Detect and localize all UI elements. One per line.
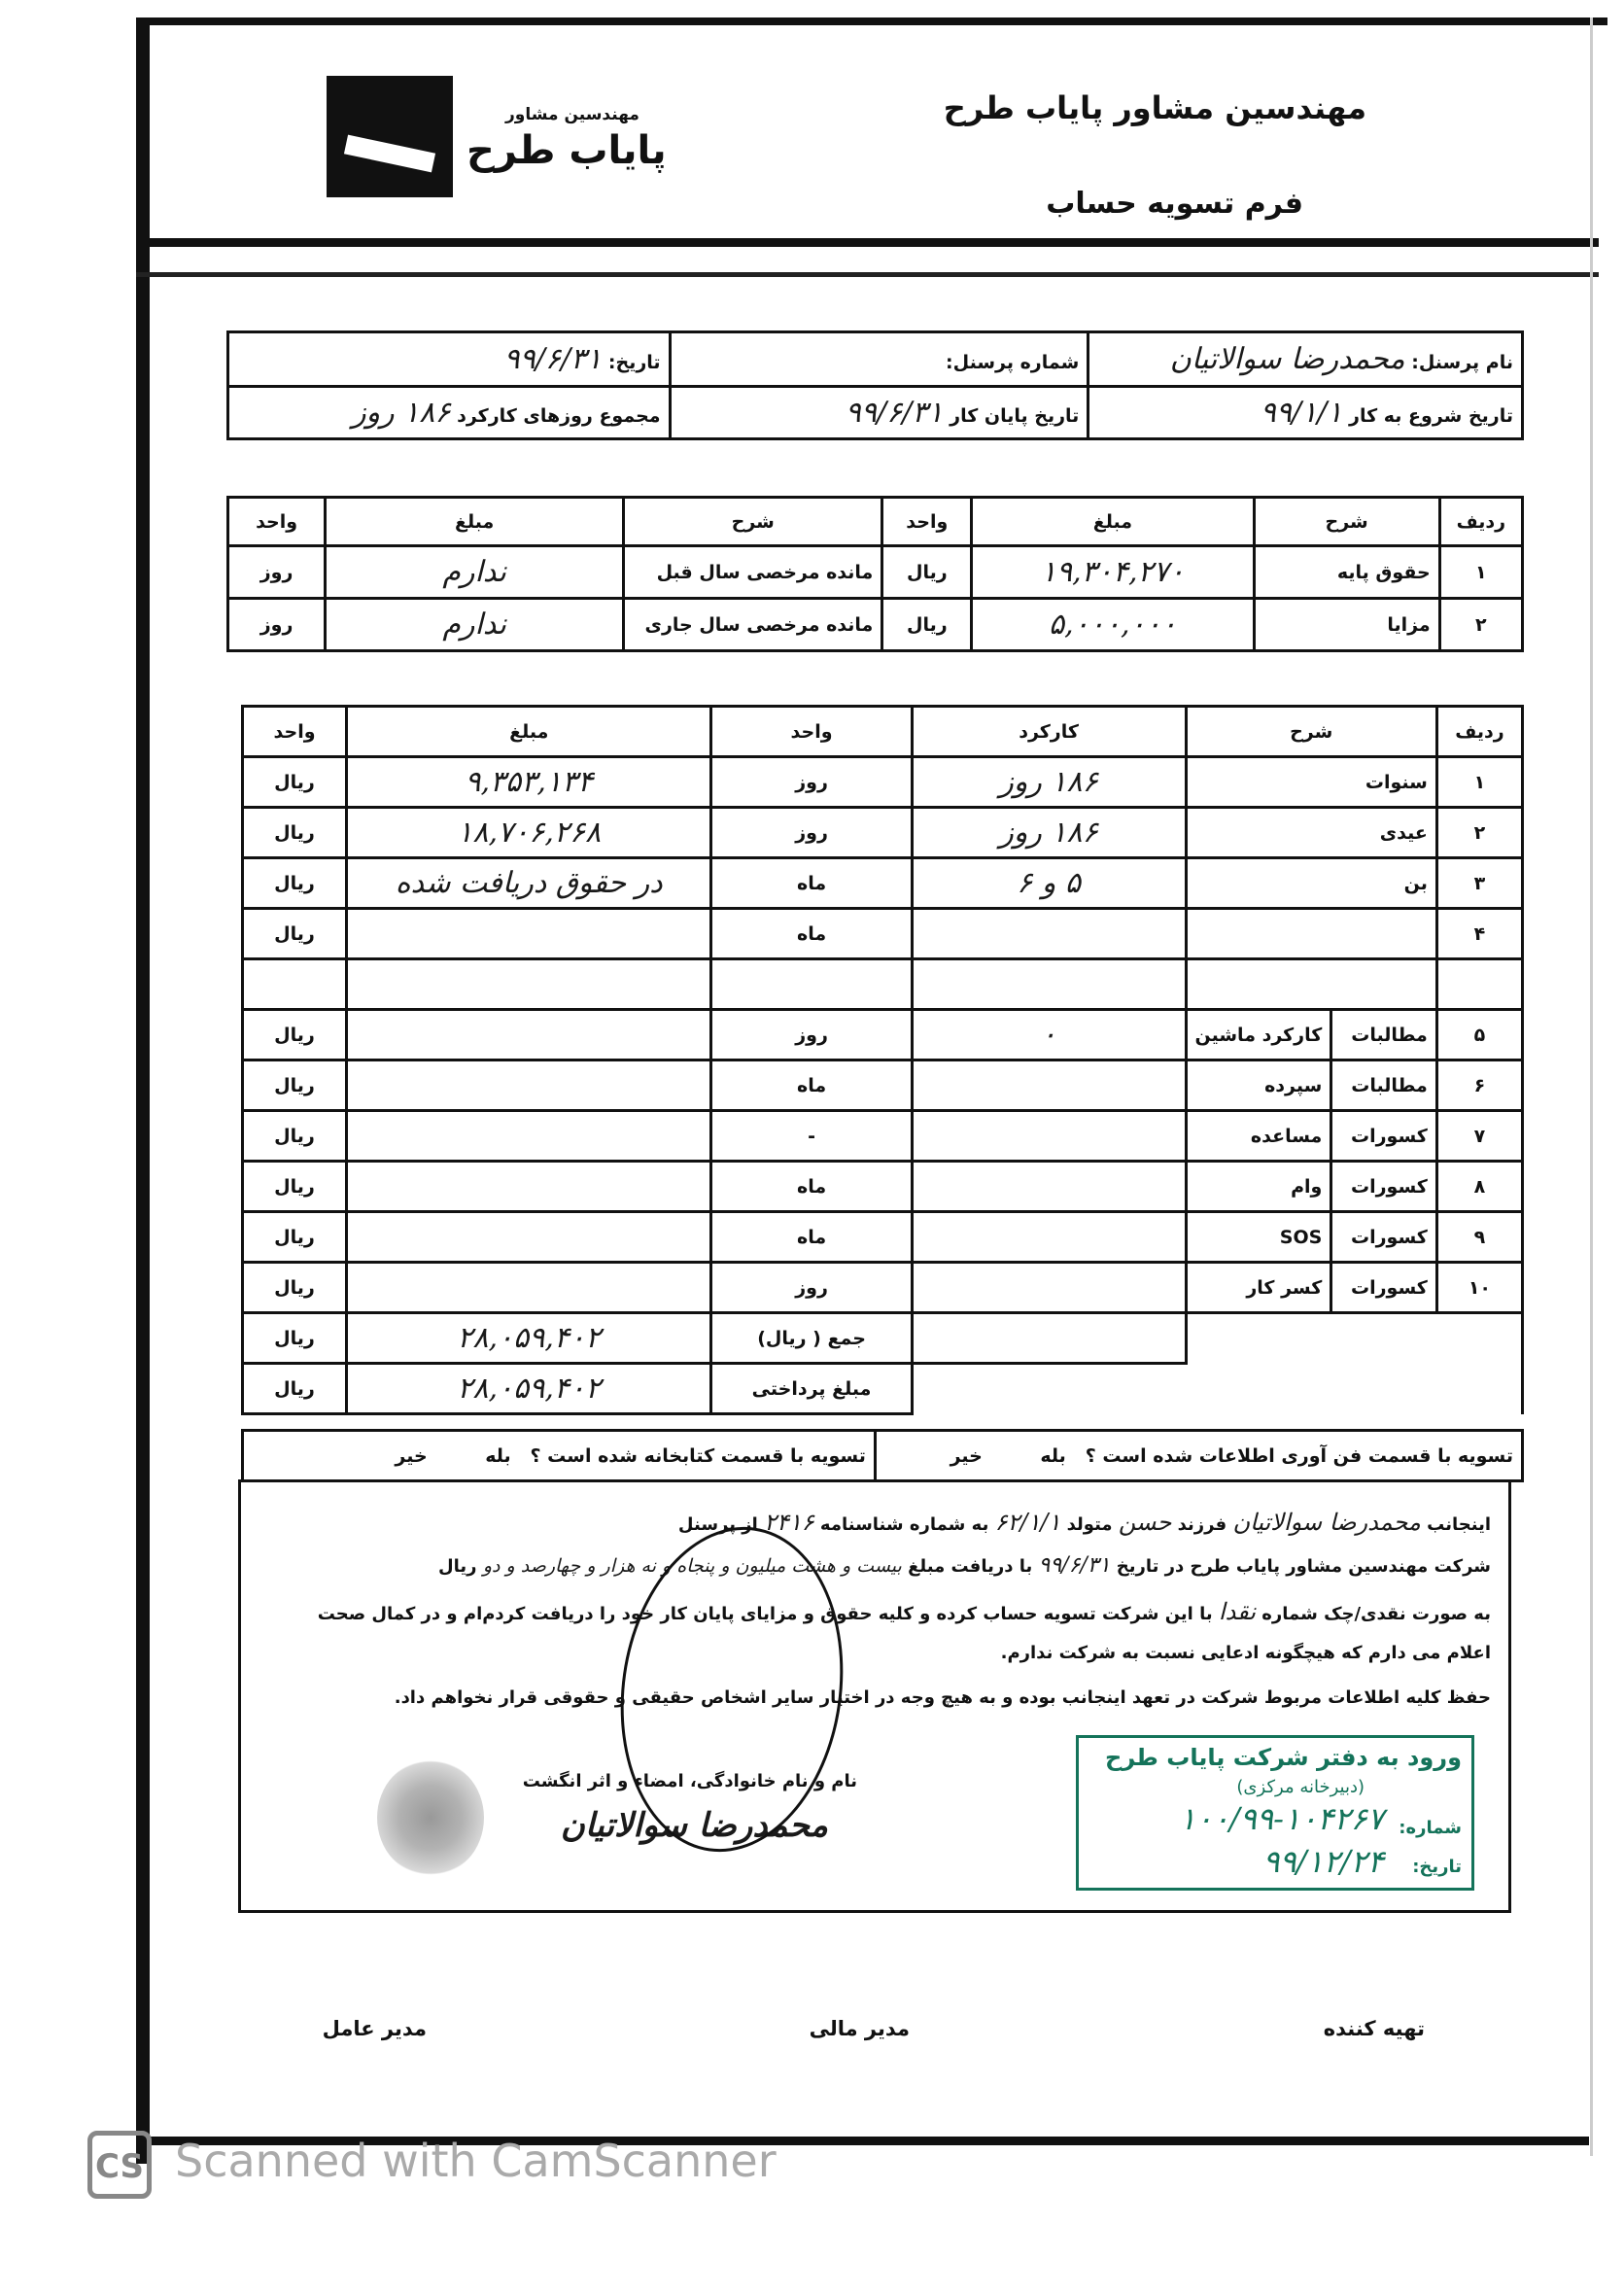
main-row-amount — [347, 1010, 711, 1060]
ceo-label: مدیر عامل — [322, 2017, 427, 2040]
main-row-subdesc: وام — [1186, 1162, 1331, 1212]
signature-value: محمدرضا سوالاتیان — [560, 1806, 828, 1845]
main-row-desc: مطالبات — [1331, 1060, 1437, 1111]
main-row-number: ۶ — [1436, 1060, 1522, 1111]
decl-text: فرزند — [1177, 1514, 1227, 1535]
stamp-number-value: ۱۰۰/۹۹-۱۰۴۲۶۷ — [1179, 1800, 1384, 1837]
decl-name: محمدرضا سوالاتیان — [1232, 1509, 1421, 1536]
stamp-title: ورود به دفتر شرکت پایاب طرح — [1105, 1744, 1462, 1771]
it-question: تسویه با قسمت فن آوری اطلاعات شده است ؟ — [1085, 1444, 1513, 1467]
main-row-subdesc: مساعده — [1186, 1111, 1331, 1162]
main-row-amount — [347, 1263, 711, 1313]
main-row-number: ۸ — [1436, 1162, 1522, 1212]
main-row-desc: عیدی — [1186, 808, 1436, 858]
salary-row-unit2: روز — [228, 546, 326, 599]
table-row — [243, 1162, 1523, 1212]
salary-row-desc2: مانده مرخصی سال جاری — [624, 599, 882, 651]
table-row — [243, 808, 1523, 858]
table-row — [228, 546, 1523, 599]
stamp-subtitle: (دبیرخانه مرکزی) — [1236, 1777, 1365, 1797]
main-row-unit: روز — [711, 1263, 912, 1313]
main-row-unit2: ریال — [243, 858, 347, 909]
decl-birth: ۶۲/۱/۱ — [994, 1509, 1061, 1536]
table-row — [243, 909, 1523, 959]
salary-row-amount2: ندارم — [326, 599, 624, 651]
main-row-subdesc: سپرده — [1186, 1060, 1331, 1111]
main-row-amount — [347, 1212, 711, 1263]
date-label: تاریخ: — [607, 352, 661, 373]
start-date-label: تاریخ شروع به کار — [1349, 405, 1513, 427]
declaration-line-5: حفظ کلیه اطلاعات مربوط شرکت در تعهد اینجانب بوده و به هیچ وجه در اختیار سایر اشخاص حقیقی و حقوقی قرار نخواهم داد. — [394, 1687, 1491, 1708]
main-row-amount — [347, 1111, 711, 1162]
table-row — [243, 1060, 1523, 1111]
main-row-work — [912, 959, 1186, 1010]
main-row-unit: ماه — [711, 1060, 912, 1111]
decl-text: به صورت نقدی/چک شماره — [1261, 1604, 1491, 1624]
main-header-unit2: واحد — [243, 707, 347, 757]
decl-text: از پرسنل — [677, 1514, 758, 1535]
decl-id: ۲۴۱۶ — [764, 1509, 814, 1536]
salary-row-desc: مزایا — [1254, 599, 1439, 651]
salary-row-amount: ۱۹,۳۰۴,۲۷۰ — [972, 546, 1254, 599]
camscanner-logo: CS — [87, 2131, 152, 2199]
finance-manager-label: مدیر مالی — [809, 2017, 910, 2040]
main-row-number: ۱۰ — [1436, 1263, 1522, 1313]
main-row-unit2: ریال — [243, 1162, 347, 1212]
main-row-subdesc: کسر کار — [1186, 1263, 1331, 1313]
decl-amount: بیست و هشت میلیون و پنجاه و نه هزار و چهارصد و دو — [482, 1555, 902, 1577]
main-row-unit: روز — [711, 757, 912, 808]
decl-text: اینجانب — [1427, 1514, 1491, 1535]
main-row-unit2: ریال — [243, 1212, 347, 1263]
main-row-desc — [1186, 959, 1436, 1010]
main-row-desc: سنوات — [1186, 757, 1436, 808]
main-row-work: ۱۸۶ روز — [912, 757, 1186, 808]
total-row — [243, 1313, 1523, 1364]
main-row-desc: بن — [1186, 858, 1436, 909]
main-row-work: ۰ — [912, 1010, 1186, 1060]
payable-row — [243, 1364, 1523, 1414]
total-unit: ریال — [243, 1313, 347, 1364]
personnel-table — [226, 330, 1524, 440]
main-row-unit2: ریال — [243, 909, 347, 959]
main-row-amount: در حقوق دریافت شده — [347, 858, 711, 909]
salary-header-amount: مبلغ — [972, 498, 1254, 546]
personnel-name-value: محمدرضا سوالاتیان — [1169, 342, 1405, 376]
signature-label: نام و نام خانوادگی، امضاء و اثر انگشت — [522, 1771, 857, 1791]
main-row-unit: روز — [711, 808, 912, 858]
main-row-number: ۹ — [1436, 1212, 1522, 1263]
salary-header-row: ردیف — [1439, 498, 1522, 546]
salary-header-desc: شرح — [1254, 498, 1439, 546]
main-row-number: ۴ — [1436, 909, 1522, 959]
date-cell — [228, 332, 671, 387]
declaration-line-3 — [318, 1598, 1491, 1625]
salary-row-unit2: روز — [228, 599, 326, 651]
start-date-cell — [1088, 387, 1523, 439]
main-row-unit: ماه — [711, 858, 912, 909]
date-value: ۹۹/۶/۳۱ — [503, 342, 603, 376]
total-label: جمع ( ریال) — [711, 1313, 912, 1364]
table-row — [243, 1263, 1523, 1313]
table-row — [243, 1111, 1523, 1162]
preparer-label: تهیه کننده — [1323, 2017, 1425, 2040]
declaration-line-4: اعلام می دارم که هیچگونه ادعایی نسبت به شرکت ندارم. — [1000, 1643, 1491, 1663]
header-divider — [136, 238, 1599, 247]
table-row — [228, 599, 1523, 651]
salary-row-desc2: مانده مرخصی سال قبل — [624, 546, 882, 599]
table-row — [243, 959, 1523, 1010]
salary-row-desc: حقوق پایه — [1254, 546, 1439, 599]
main-header-amount: مبلغ — [347, 707, 711, 757]
decl-text: متولد — [1066, 1514, 1113, 1535]
main-row-work — [912, 1263, 1186, 1313]
main-row-work — [912, 1212, 1186, 1263]
payable-label: مبلغ پرداختی — [711, 1364, 912, 1414]
main-row-number: ۷ — [1436, 1111, 1522, 1162]
total-value: ۲۸,۰۵۹,۴۰۲ — [347, 1313, 711, 1364]
salary-header-desc2: شرح — [624, 498, 882, 546]
salary-header-amount2: مبلغ — [326, 498, 624, 546]
main-row-amount — [347, 1060, 711, 1111]
table-row — [243, 1212, 1523, 1263]
end-date-label: تاریخ پایان کار — [950, 405, 1080, 427]
total-days-value: ۱۸۶ روز — [352, 396, 451, 430]
main-row-unit2: ریال — [243, 757, 347, 808]
main-row-unit: ماه — [711, 1212, 912, 1263]
stamp-date-label: تاریخ: — [1412, 1857, 1462, 1877]
main-header-desc: شرح — [1186, 707, 1436, 757]
main-row-unit: - — [711, 1111, 912, 1162]
start-date-value: ۹۹/۱/۱ — [1260, 396, 1343, 430]
company-title: مهندسین مشاور پایاب طرح — [943, 89, 1366, 126]
salary-table — [226, 496, 1524, 652]
library-no[interactable]: خیر — [395, 1444, 428, 1467]
payable-value: ۲۸,۰۵۹,۴۰۲ — [347, 1364, 711, 1414]
salary-row-unit: ریال — [882, 546, 972, 599]
payable-unit: ریال — [243, 1364, 347, 1414]
personnel-number-label: شماره پرسنل: — [946, 352, 1080, 373]
company-logo — [327, 76, 453, 197]
total-work-empty — [912, 1313, 1186, 1364]
main-row-unit: ماه — [711, 909, 912, 959]
main-row-unit2 — [243, 959, 347, 1010]
salary-row-number: ۲ — [1439, 599, 1522, 651]
it-question-cell — [875, 1431, 1522, 1481]
stamp-date-value: ۹۹/۱۲/۲۴ — [1262, 1843, 1384, 1880]
main-row-amount — [347, 1162, 711, 1212]
personnel-number-cell — [670, 332, 1088, 387]
settlement-table — [241, 705, 1524, 1415]
salary-row-number: ۱ — [1439, 546, 1522, 599]
main-row-subdesc: کارکرد ماشین — [1186, 1010, 1331, 1060]
salary-header-unit2: واحد — [228, 498, 326, 546]
table-row — [243, 757, 1523, 808]
main-header-work: کارکرد — [912, 707, 1186, 757]
main-row-work — [912, 1060, 1186, 1111]
main-row-number: ۳ — [1436, 858, 1522, 909]
main-row-amount — [347, 959, 711, 1010]
total-days-label: مجموع روزهای کارکرد — [457, 405, 661, 427]
main-row-unit2: ریال — [243, 1060, 347, 1111]
main-header-row: ردیف — [1436, 707, 1522, 757]
main-row-amount: ۹,۳۵۳,۱۳۴ — [347, 757, 711, 808]
salary-row-amount: ۵,۰۰۰,۰۰۰ — [972, 599, 1254, 651]
main-row-work — [912, 1111, 1186, 1162]
main-row-unit — [711, 959, 912, 1010]
main-row-work: ۱۸۶ روز — [912, 808, 1186, 858]
main-row-number: ۲ — [1436, 808, 1522, 858]
decl-payment: نقدا — [1218, 1598, 1256, 1625]
decl-date: ۹۹/۶/۳۱ — [1038, 1553, 1111, 1578]
library-question: تسویه با قسمت کتابخانه شده است ؟ — [530, 1444, 866, 1467]
it-no[interactable]: خیر — [950, 1444, 983, 1467]
main-row-desc — [1186, 909, 1436, 959]
camscanner-watermark: Scanned with CamScanner — [175, 2135, 777, 2187]
decl-text: با دریافت مبلغ — [908, 1556, 1033, 1577]
table-row — [243, 1010, 1523, 1060]
main-row-number — [1436, 959, 1522, 1010]
main-row-unit: ماه — [711, 1162, 912, 1212]
decl-text: شرکت مهندسین مشاور پایاب طرح در تاریخ — [1116, 1556, 1491, 1577]
main-row-desc: کسورات — [1331, 1212, 1437, 1263]
questions-table — [241, 1429, 1524, 1482]
library-question-cell — [243, 1431, 876, 1481]
main-row-desc: کسورات — [1331, 1111, 1437, 1162]
table-row — [243, 858, 1523, 909]
decl-text: ریال — [438, 1556, 477, 1577]
main-header-unit: واحد — [711, 707, 912, 757]
page-edge — [1590, 17, 1593, 2156]
main-row-unit2: ریال — [243, 808, 347, 858]
decl-text: به شماره شناسنامه — [819, 1514, 989, 1535]
main-row-amount: ۱۸,۷۰۶,۲۶۸ — [347, 808, 711, 858]
main-row-unit2: ریال — [243, 1010, 347, 1060]
logo-big-text: پایاب طرح — [466, 128, 667, 173]
salary-row-amount2: ندارم — [326, 546, 624, 599]
main-row-number: ۵ — [1436, 1010, 1522, 1060]
main-row-work — [912, 909, 1186, 959]
it-yes[interactable]: بله — [1040, 1444, 1066, 1467]
header-divider-thin — [136, 272, 1599, 277]
total-days-cell — [228, 387, 671, 439]
personnel-name-cell — [1088, 332, 1523, 387]
fingerprint — [377, 1759, 484, 1876]
personnel-name-label: نام پرسنل: — [1411, 352, 1513, 373]
registry-stamp — [1076, 1735, 1474, 1891]
main-row-desc: مطالبات — [1331, 1010, 1437, 1060]
salary-header-unit: واحد — [882, 498, 972, 546]
declaration-line-1 — [678, 1509, 1491, 1536]
end-date-value: ۹۹/۶/۳۱ — [845, 396, 944, 430]
main-row-subdesc: SOS — [1186, 1212, 1331, 1263]
decl-text: با این شرکت تسویه حساب کرده و کلیه حقوق و مزایای پایان کار خود را دریافت کردم‌ام و در کمال صحت — [317, 1604, 1213, 1624]
decl-father: حسن — [1118, 1509, 1172, 1536]
main-row-number: ۱ — [1436, 757, 1522, 808]
main-row-unit: روز — [711, 1010, 912, 1060]
total-empty — [1186, 1313, 1522, 1364]
library-yes[interactable]: بله — [485, 1444, 511, 1467]
salary-row-unit: ریال — [882, 599, 972, 651]
main-row-unit2: ریال — [243, 1111, 347, 1162]
payable-empty — [912, 1364, 1522, 1414]
stamp-number-label: شماره: — [1399, 1818, 1462, 1838]
logo-small-text: مهندسین مشاور — [505, 105, 639, 124]
end-date-cell — [670, 387, 1088, 439]
main-row-desc: کسورات — [1331, 1263, 1437, 1313]
main-row-work — [912, 1162, 1186, 1212]
main-row-desc: کسورات — [1331, 1162, 1437, 1212]
declaration-line-2 — [438, 1553, 1491, 1578]
form-title: فرم تسویه حساب — [1046, 187, 1303, 221]
main-row-unit2: ریال — [243, 1263, 347, 1313]
main-row-work: ۵ و ۶ — [912, 858, 1186, 909]
main-row-amount — [347, 909, 711, 959]
